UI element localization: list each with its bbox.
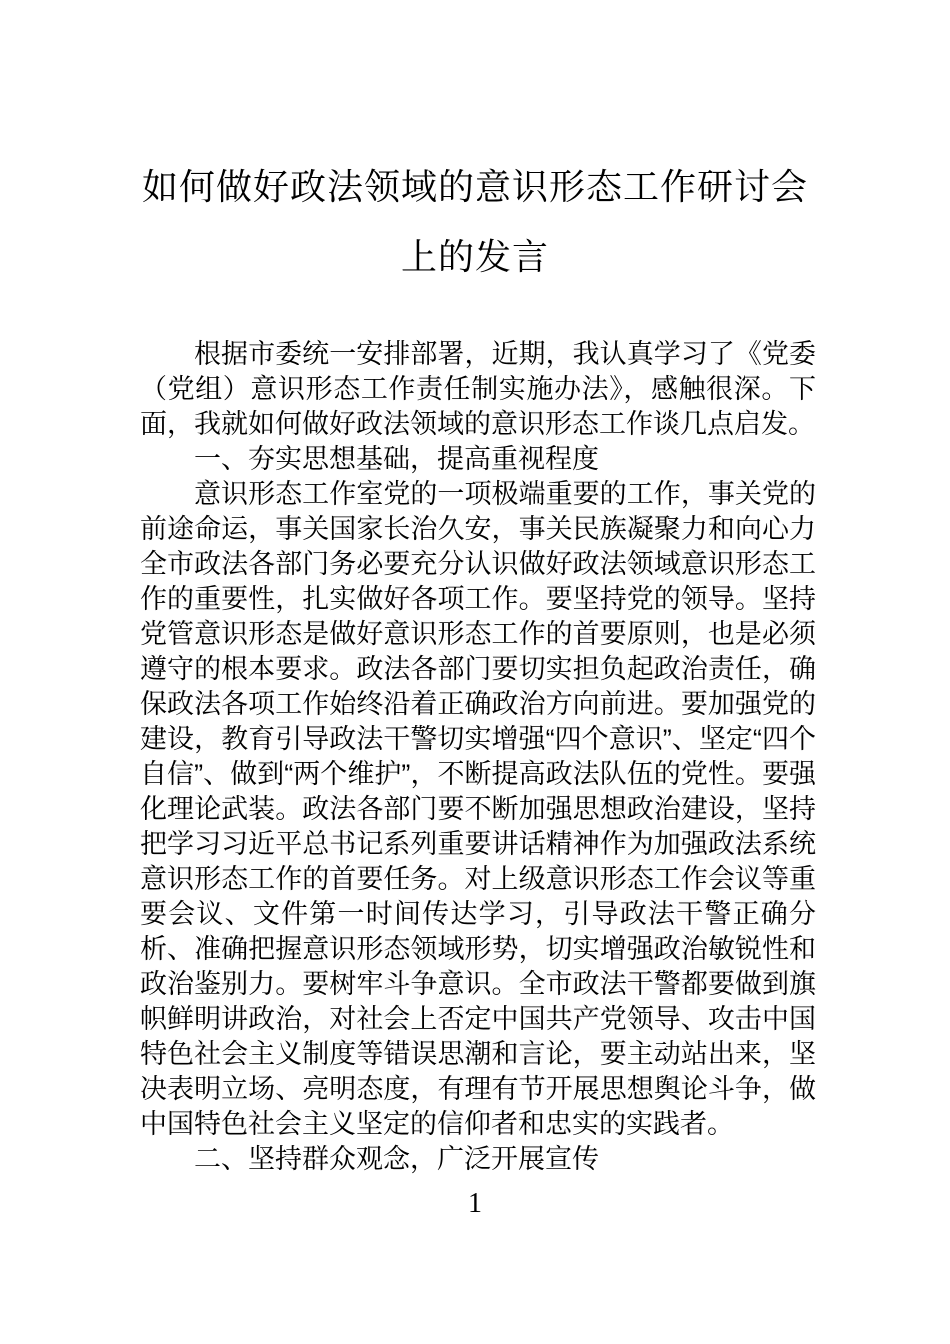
title-line-2: 上的发言 — [400, 236, 549, 277]
document-title — [0, 0, 950, 292]
paragraph-section-1: 意识形态工作室党的一项极端重要的工作，事关党的前途命运，事关国家长治久安，事关民族凝聚力和向心力全市政法各部门务必要充分认识做好政法领域意识形态工作的重要性，扎实做好各项工作。要坚持党的领导。坚持党管意识形态是做好意识形态工作的首要原则，也是必须遵守的根本要求。政法各部门要切实担负起政治责任，确保政法各项工作始终沿着正确政治方向前进。要加强党的建设，教育引导政法干警切实增强“四个意识”、坚定“四个自信”、做到“两个维护”，不断提高政法队伍的党性。要强化理论武装。政法各部门要不断加强思想政治建设，坚持把学习习近平总书记系列重要讲话精神作为加强政法系统意识形态工作的首要任务。对上级意识形态工作会议等重要会议、文件第一时间传达学习，引导政法干警正确分析、准确把握意识形态领域形势，切实增强政治敏锐性和政治鉴别力。要树牢斗争意识。全市政法干警都要做到旗帜鲜明讲政治，对社会上否定中国共产党领导、攻击中国特色社会主义制度等错误思潮和言论，要主动站出来，坚决表明立场、亮明态度，有理有节开展思想舆论斗争，做中国特色社会主义坚定的信仰者和忠实的实践者。 — [140, 479, 816, 1139]
section-heading-1: 一、夯实思想基础，提高重视程度 — [194, 444, 599, 474]
section-heading-2: 二、坚持群众观念，广泛开展宣传 — [194, 1144, 599, 1174]
page-number: 1 — [468, 1188, 482, 1219]
paragraph-intro: 根据市委统一安排部署，近期，我认真学习了《党委（党组）意识形态工作责任制实施办法》，感触很深。下面，我就如何做好政法领域的意识形态工作谈几点启发。 — [140, 339, 816, 439]
document-body — [140, 337, 816, 1177]
title-line-1: 如何做好政法领域的意识形态工作研讨会 — [141, 166, 808, 207]
